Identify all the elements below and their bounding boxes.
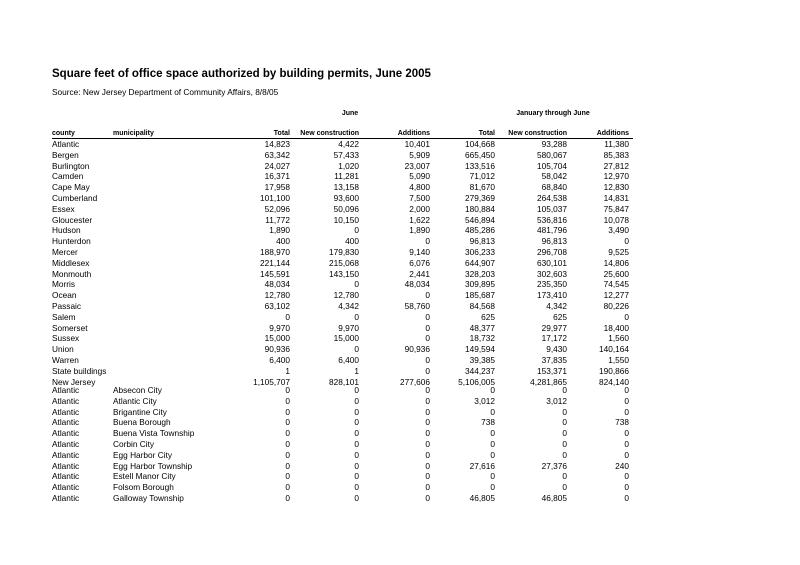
cell-ytd-new: 17,172 (541, 333, 567, 344)
cell-municipality: Egg Harbor Township (113, 460, 193, 471)
table-row (0, 301, 800, 311)
table-row (0, 450, 800, 460)
cell-june-additions: 4,800 (409, 182, 430, 193)
cell-municipality: Folsom Borough (113, 482, 174, 493)
cell-ytd-new: 93,288 (541, 139, 567, 149)
cell-june-new: 0 (354, 406, 359, 417)
table-row (0, 323, 800, 333)
cell-ytd-new: 46,805 (541, 493, 567, 503)
cell-county: Camden (52, 171, 84, 182)
cell-ytd-new: 0 (562, 439, 567, 449)
cell-june-additions: 0 (425, 471, 430, 482)
cell-ytd-new: 27,376 (541, 460, 567, 471)
cell-ytd-new: 37,835 (541, 355, 567, 365)
cell-june-new: 6,400 (338, 355, 359, 365)
cell-ytd-new: 481,796 (537, 225, 567, 236)
cell-county: Union (52, 344, 74, 355)
cell-june-new: 0 (354, 279, 359, 290)
cell-ytd-additions: 14,806 (603, 257, 629, 268)
cell-june-new: 143,150 (329, 268, 359, 279)
cell-ytd-additions: 0 (624, 482, 629, 493)
table-row (0, 193, 800, 203)
table-row (0, 396, 800, 406)
cell-ytd-new: 68,840 (541, 182, 567, 193)
cell-june-new: 4,342 (338, 301, 359, 311)
cell-june-additions: 0 (425, 322, 430, 333)
cell-june-new: 0 (354, 311, 359, 322)
cell-ytd-additions: 12,830 (603, 182, 629, 193)
cell-county: Gloucester (52, 214, 93, 225)
cell-county: Burlington (52, 160, 90, 171)
table-row (0, 171, 800, 181)
cell-june-new: 15,000 (333, 333, 359, 344)
cell-county: Atlantic (52, 471, 80, 482)
cell-county: Atlantic (52, 482, 80, 493)
cell-june-new: 0 (354, 385, 359, 395)
cell-june-additions: 2,000 (409, 203, 430, 214)
cell-june-additions: 0 (425, 482, 430, 493)
table-row (0, 279, 800, 289)
cell-june-new: 215,068 (329, 257, 359, 268)
cell-ytd-additions: 85,383 (603, 149, 629, 160)
cell-june-total: 0 (285, 493, 290, 503)
cell-county: Passaic (52, 301, 82, 311)
cell-june-additions: 0 (425, 395, 430, 406)
cell-ytd-total: 18,732 (469, 333, 495, 344)
cell-june-total: 0 (285, 406, 290, 417)
cell-ytd-total: 96,813 (469, 236, 495, 247)
table-row (0, 236, 800, 246)
cell-june-total: 52,096 (264, 203, 290, 214)
cell-ytd-new: 29,977 (541, 322, 567, 333)
cell-municipality: Atlantic City (113, 395, 157, 406)
cell-june-total: 48,034 (264, 279, 290, 290)
cell-june-new: 0 (354, 225, 359, 236)
cell-june-total: 0 (285, 449, 290, 460)
cell-june-new: 0 (354, 395, 359, 406)
cell-ytd-additions: 10,078 (603, 214, 629, 225)
cell-june-additions: 0 (425, 439, 430, 449)
cell-june-total: 1 (285, 365, 290, 376)
cell-county: Cumberland (52, 193, 98, 203)
cell-ytd-additions: 1,550 (608, 355, 629, 365)
cell-ytd-new: 4,281,865 (530, 376, 567, 387)
cell-ytd-total: 180,884 (465, 203, 495, 214)
cell-ytd-additions: 0 (624, 311, 629, 322)
cell-ytd-additions: 1,560 (608, 333, 629, 344)
cell-june-additions: 5,909 (409, 149, 430, 160)
table-row (0, 150, 800, 160)
cell-ytd-additions: 11,380 (604, 139, 629, 149)
cell-june-additions: 0 (425, 428, 430, 439)
cell-june-total: 6,400 (269, 355, 290, 365)
cell-ytd-additions: 240 (615, 460, 629, 471)
cell-ytd-total: 306,233 (465, 247, 495, 257)
cell-june-new: 400 (345, 236, 359, 247)
cell-ytd-total: 738 (481, 417, 495, 428)
cell-june-additions: 23,007 (404, 160, 430, 171)
cell-ytd-total: 0 (490, 385, 495, 395)
cell-june-additions: 0 (425, 365, 430, 376)
cell-municipality: Estell Manor City (113, 471, 176, 482)
cell-ytd-new: 0 (562, 471, 567, 482)
cell-county: Ocean (52, 290, 77, 301)
cell-june-additions: 1,890 (409, 225, 430, 236)
cell-june-total: 24,027 (264, 160, 290, 171)
table-row (0, 225, 800, 235)
cell-ytd-new: 0 (562, 428, 567, 439)
cell-county: Atlantic (52, 385, 80, 395)
cell-ytd-total: 328,203 (465, 268, 495, 279)
col-header-ytd-new: New construction (508, 130, 567, 137)
cell-june-new: 828,101 (329, 376, 359, 387)
table-row (0, 215, 800, 225)
cell-june-total: 16,371 (264, 171, 290, 182)
cell-june-additions: 0 (425, 355, 430, 365)
cell-june-additions: 0 (425, 449, 430, 460)
cell-county: Hunterdon (52, 236, 91, 247)
cell-municipality: Buena Vista Township (113, 428, 195, 439)
table-row (0, 355, 800, 365)
cell-ytd-additions: 0 (624, 236, 629, 247)
cell-june-new: 0 (354, 493, 359, 503)
cell-june-new: 1,020 (338, 160, 359, 171)
cell-ytd-total: 5,106,005 (458, 376, 495, 387)
table-row (0, 493, 800, 503)
cell-county: Somerset (52, 322, 88, 333)
cell-ytd-additions: 0 (624, 471, 629, 482)
cell-ytd-additions: 12,970 (603, 171, 629, 182)
group-header-ytd: January through June (516, 110, 590, 117)
table-row (0, 312, 800, 322)
cell-june-additions: 0 (425, 311, 430, 322)
cell-june-total: 0 (285, 460, 290, 471)
cell-county: Atlantic (52, 428, 80, 439)
cell-june-additions: 0 (425, 236, 430, 247)
cell-june-total: 0 (285, 385, 290, 395)
table-row (0, 161, 800, 171)
cell-june-additions: 277,606 (400, 376, 430, 387)
cell-ytd-additions: 0 (624, 385, 629, 395)
cell-june-total: 9,970 (269, 322, 290, 333)
cell-june-additions: 0 (425, 406, 430, 417)
cell-june-new: 0 (354, 471, 359, 482)
cell-ytd-total: 48,377 (469, 322, 495, 333)
cell-ytd-additions: 74,545 (603, 279, 629, 290)
cell-june-new: 11,281 (334, 171, 359, 182)
cell-ytd-new: 0 (562, 406, 567, 417)
cell-ytd-additions: 18,400 (603, 322, 629, 333)
cell-ytd-new: 153,371 (537, 365, 567, 376)
cell-june-new: 9,970 (338, 322, 359, 333)
cell-ytd-additions: 27,812 (603, 160, 629, 171)
table-row (0, 344, 800, 354)
cell-ytd-additions: 3,490 (608, 225, 629, 236)
cell-county: Middlesex (52, 257, 90, 268)
table-row (0, 471, 800, 481)
cell-ytd-total: 625 (481, 311, 495, 322)
table-row (0, 269, 800, 279)
cell-county: Atlantic (52, 493, 80, 503)
cell-ytd-total: 185,687 (465, 290, 495, 301)
table-row (0, 333, 800, 343)
table-row (0, 439, 800, 449)
cell-ytd-new: 105,037 (537, 203, 567, 214)
cell-june-additions: 0 (425, 385, 430, 395)
cell-municipality: Egg Harbor City (113, 449, 173, 460)
cell-ytd-total: 344,237 (465, 365, 495, 376)
cell-june-total: 63,102 (264, 301, 290, 311)
cell-county: State buildings (52, 365, 107, 376)
cell-june-additions: 90,936 (404, 344, 430, 355)
cell-municipality: Brigantine City (113, 406, 167, 417)
cell-county: Atlantic (52, 439, 80, 449)
table-row (0, 258, 800, 268)
cell-ytd-total: 0 (490, 439, 495, 449)
cell-june-total: 221,144 (260, 257, 290, 268)
cell-june-total: 0 (285, 311, 290, 322)
table-row (0, 290, 800, 300)
cell-june-new: 0 (354, 482, 359, 493)
cell-ytd-total: 3,012 (474, 395, 495, 406)
cell-june-total: 12,780 (264, 290, 290, 301)
cell-june-total: 101,100 (260, 193, 290, 203)
cell-june-new: 179,830 (329, 247, 359, 257)
cell-june-total: 14,823 (264, 139, 290, 149)
cell-june-total: 0 (285, 439, 290, 449)
cell-june-additions: 5,090 (409, 171, 430, 182)
cell-june-additions: 2,441 (409, 268, 430, 279)
cell-june-total: 400 (276, 236, 290, 247)
cell-ytd-new: 3,012 (546, 395, 567, 406)
cell-june-additions: 0 (425, 493, 430, 503)
cell-ytd-total: 27,616 (469, 460, 495, 471)
cell-june-total: 0 (285, 395, 290, 406)
cell-municipality: Galloway Township (113, 493, 184, 503)
cell-ytd-new: 96,813 (541, 236, 567, 247)
cell-june-additions: 0 (425, 417, 430, 428)
table-row (0, 385, 800, 395)
cell-june-new: 0 (354, 460, 359, 471)
cell-county: Essex (52, 203, 75, 214)
cell-county: Sussex (52, 333, 80, 344)
cell-county: Cape May (52, 182, 90, 193)
cell-june-total: 188,970 (260, 247, 290, 257)
cell-june-additions: 1,622 (409, 214, 430, 225)
cell-ytd-additions: 80,226 (603, 301, 629, 311)
cell-ytd-additions: 9,525 (608, 247, 629, 257)
cell-june-total: 145,591 (260, 268, 290, 279)
cell-ytd-additions: 0 (624, 428, 629, 439)
cell-ytd-new: 235,350 (537, 279, 567, 290)
cell-june-total: 63,342 (264, 149, 290, 160)
cell-ytd-new: 580,067 (537, 149, 567, 160)
cell-june-total: 15,000 (264, 333, 290, 344)
cell-june-new: 0 (354, 439, 359, 449)
cell-ytd-new: 4,342 (546, 301, 567, 311)
cell-ytd-total: 81,670 (469, 182, 495, 193)
table-row (0, 182, 800, 192)
cell-ytd-total: 71,012 (469, 171, 495, 182)
cell-county: Bergen (52, 149, 79, 160)
cell-ytd-new: 0 (562, 449, 567, 460)
col-header-june-total: Total (273, 130, 290, 137)
cell-ytd-total: 0 (490, 406, 495, 417)
cell-ytd-total: 0 (490, 428, 495, 439)
table-row (0, 428, 800, 438)
cell-june-total: 1,105,707 (253, 376, 290, 387)
cell-county: Atlantic (52, 460, 80, 471)
cell-june-new: 12,780 (333, 290, 359, 301)
cell-ytd-total: 0 (490, 449, 495, 460)
cell-ytd-additions: 0 (624, 395, 629, 406)
cell-june-total: 11,772 (265, 214, 290, 225)
cell-county: Hudson (52, 225, 81, 236)
cell-june-new: 0 (354, 344, 359, 355)
cell-ytd-total: 546,894 (465, 214, 495, 225)
cell-june-additions: 0 (425, 333, 430, 344)
cell-ytd-additions: 190,866 (599, 365, 629, 376)
cell-ytd-additions: 12,277 (603, 290, 629, 301)
cell-june-total: 1,890 (269, 225, 290, 236)
cell-ytd-new: 58,042 (541, 171, 567, 182)
cell-county: Mercer (52, 247, 78, 257)
cell-ytd-additions: 0 (624, 493, 629, 503)
cell-county: Warren (52, 355, 79, 365)
cell-ytd-new: 9,430 (546, 344, 567, 355)
table-row (0, 461, 800, 471)
cell-county: Atlantic (52, 139, 80, 149)
col-header-june-additions: Additions (397, 130, 430, 137)
cell-ytd-new: 0 (562, 482, 567, 493)
cell-june-total: 0 (285, 417, 290, 428)
cell-ytd-additions: 25,600 (603, 268, 629, 279)
cell-ytd-additions: 0 (624, 449, 629, 460)
table-row (0, 247, 800, 257)
cell-ytd-total: 279,369 (465, 193, 495, 203)
cell-municipality: Absecon City (113, 385, 162, 395)
cell-ytd-total: 39,385 (469, 355, 495, 365)
cell-june-total: 0 (285, 471, 290, 482)
cell-june-new: 13,158 (333, 182, 359, 193)
cell-ytd-new: 0 (562, 385, 567, 395)
table-row (0, 366, 800, 376)
cell-county: Atlantic (52, 449, 80, 460)
cell-june-additions: 48,034 (404, 279, 430, 290)
cell-municipality: Corbin City (113, 439, 155, 449)
cell-ytd-new: 296,708 (537, 247, 567, 257)
source-note: Source: New Jersey Department of Community Affairs, 8/8/05 (52, 87, 279, 97)
cell-county: Monmouth (52, 268, 92, 279)
cell-ytd-new: 625 (553, 311, 567, 322)
cell-june-total: 0 (285, 428, 290, 439)
table-row (0, 417, 800, 427)
cell-ytd-total: 485,286 (465, 225, 495, 236)
cell-ytd-total: 0 (490, 482, 495, 493)
col-header-municipality: municipality (113, 130, 154, 137)
cell-ytd-new: 630,101 (537, 257, 567, 268)
cell-county: Atlantic (52, 417, 80, 428)
table-row (0, 482, 800, 492)
cell-ytd-new: 536,816 (537, 214, 567, 225)
cell-june-total: 90,936 (264, 344, 290, 355)
cell-ytd-total: 46,805 (469, 493, 495, 503)
cell-ytd-additions: 140,164 (599, 344, 629, 355)
cell-ytd-additions: 738 (615, 417, 629, 428)
cell-county: Morris (52, 279, 76, 290)
cell-ytd-total: 0 (490, 471, 495, 482)
cell-county: New Jersey (52, 376, 96, 387)
col-header-county: county (52, 130, 75, 137)
cell-ytd-additions: 824,140 (599, 376, 629, 387)
cell-ytd-new: 302,603 (537, 268, 567, 279)
cell-ytd-additions: 0 (624, 406, 629, 417)
cell-june-additions: 58,760 (404, 301, 430, 311)
table-row (0, 139, 800, 149)
cell-ytd-new: 264,538 (537, 193, 567, 203)
cell-june-new: 10,150 (333, 214, 359, 225)
cell-ytd-additions: 14,831 (603, 193, 629, 203)
cell-ytd-total: 309,895 (465, 279, 495, 290)
cell-ytd-total: 644,907 (465, 257, 495, 268)
cell-june-total: 0 (285, 482, 290, 493)
cell-june-new: 50,096 (333, 203, 359, 214)
col-header-ytd-additions: Additions (596, 130, 629, 137)
cell-june-new: 0 (354, 417, 359, 428)
cell-june-total: 17,958 (264, 182, 290, 193)
cell-ytd-new: 173,410 (537, 290, 567, 301)
cell-june-new: 1 (354, 365, 359, 376)
table-row (0, 204, 800, 214)
cell-june-additions: 6,076 (409, 257, 430, 268)
cell-june-new: 0 (354, 449, 359, 460)
cell-county: Salem (52, 311, 76, 322)
col-header-june-new: New construction (300, 130, 359, 137)
table-row (0, 407, 800, 417)
cell-ytd-additions: 75,847 (603, 203, 629, 214)
cell-june-additions: 7,500 (409, 193, 430, 203)
cell-june-new: 4,422 (338, 139, 359, 149)
cell-ytd-total: 149,594 (465, 344, 495, 355)
col-header-ytd-total: Total (478, 130, 495, 137)
cell-ytd-new: 0 (562, 417, 567, 428)
cell-june-additions: 10,401 (404, 139, 430, 149)
cell-ytd-total: 665,450 (465, 149, 495, 160)
cell-june-additions: 9,140 (409, 247, 430, 257)
cell-ytd-total: 104,668 (465, 139, 495, 149)
cell-ytd-total: 84,568 (469, 301, 495, 311)
report-title: Square feet of office space authorized by building permits, June 2005 (52, 68, 431, 80)
cell-county: Atlantic (52, 406, 80, 417)
cell-ytd-additions: 0 (624, 439, 629, 449)
cell-municipality: Buena Borough (113, 417, 171, 428)
cell-june-new: 93,600 (333, 193, 359, 203)
group-header-june: June (341, 110, 359, 117)
cell-june-new: 0 (354, 428, 359, 439)
cell-ytd-new: 105,704 (537, 160, 567, 171)
cell-june-new: 57,433 (333, 149, 359, 160)
cell-county: Atlantic (52, 395, 80, 406)
cell-june-additions: 0 (425, 460, 430, 471)
cell-ytd-total: 133,516 (465, 160, 495, 171)
cell-june-additions: 0 (425, 290, 430, 301)
